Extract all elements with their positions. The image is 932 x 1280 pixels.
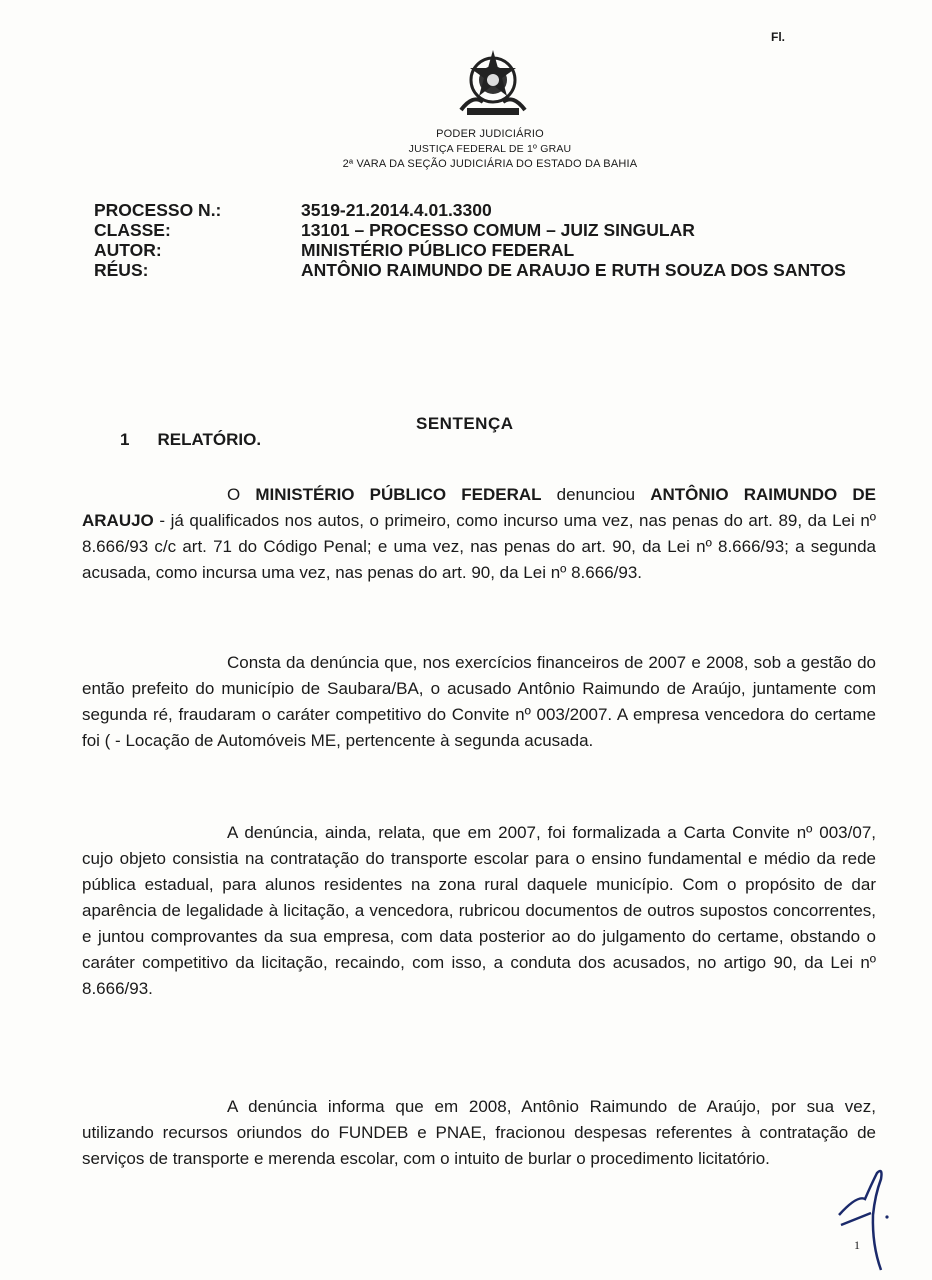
folio-mark: Fl. (771, 30, 785, 44)
handwritten-signature (835, 1165, 895, 1275)
coat-of-arms-seal (453, 42, 533, 122)
case-label: RÉUS: (94, 260, 149, 280)
case-value: MINISTÉRIO PÚBLICO FEDERAL (301, 240, 575, 260)
org-line: JUSTIÇA FEDERAL DE 1º GRAU (408, 143, 572, 155)
paragraph-text: A denúncia, ainda, relata, que em 2007, foi formalizada a Carta Convite nº 003/07, cujo objeto consistia na contratação do transporte escolar para o ensino fundamental e médio da rede pública estadual, para alunos residentes na zona rural daquele município. Com o propósito de dar aparência de legalidade à licitação, a vencedora, rubricou documentos de outros supostos concorrentes, e juntou comprovantes da sua empresa, com data posterior ao do julgamento do certame, obstando o caráter competitivo da licitação, recaindo, com isso, a conduta dos acusados, no artigo 90, da Lei nº 8.666/93. (82, 823, 876, 998)
paragraph-3 (82, 820, 876, 1002)
org-line: PODER JUDICIÁRIO (436, 128, 544, 140)
case-row (94, 260, 874, 280)
document-title: SENTENÇA (416, 414, 514, 433)
text-run: - já qualificados nos autos, o primeiro, como incurso uma vez, nas penas do art. 89, da Lei nº 8.666/93 c/c art. 71 do Código Penal; e uma vez, nas penas do art. 90, da Lei nº 8.666/93; a segunda acusada, como incursa uma vez, nas penas do art. 90, da Lei nº 8.666/93. (82, 511, 876, 582)
case-value: ANTÔNIO RAIMUNDO DE ARAUJO E RUTH SOUZA DOS SANTOS (301, 260, 846, 280)
text-run: denunciou (541, 485, 651, 504)
case-row (94, 220, 874, 240)
org-line: 2ª VARA DA SEÇÃO JUDICIÁRIA DO ESTADO DA BAHIA (342, 158, 638, 170)
court-header (300, 127, 680, 172)
case-info (94, 200, 874, 280)
section-heading (120, 430, 261, 450)
paragraph-text: A denúncia informa que em 2008, Antônio Raimundo de Araújo, por sua vez, utilizando recursos oriundos do FUNDEB e PNAE, fracionou despesas referentes à contratação de serviços de transporte e merenda escolar, com o intuito de burlar o procedimento licitatório. (82, 1097, 876, 1168)
paragraph-2 (82, 650, 876, 754)
case-row (94, 200, 874, 220)
case-value: 3519-21.2014.4.01.3300 (301, 200, 492, 220)
bold-run: MINISTÉRIO PÚBLICO FEDERAL (255, 485, 542, 504)
case-label: PROCESSO N.: (94, 200, 222, 220)
section-title: RELATÓRIO. (157, 430, 262, 449)
case-value: 13101 – PROCESSO COMUM – JUIZ SINGULAR (301, 220, 695, 240)
text-run: O (227, 485, 256, 504)
paragraph-text: Consta da denúncia que, nos exercícios financeiros de 2007 e 2008, sob a gestão do então prefeito do município de Saubara/BA, o acusado Antônio Raimundo de Araújo, juntamente com segunda ré, fraudaram o caráter competitivo do Convite nº 003/2007. A empresa vencedora do certame foi ( - Locação de Automóveis ME, pertencente à segunda acusada. (82, 653, 876, 750)
section-number: 1 (120, 430, 130, 449)
bold-run: ANTÔNIO RAIMUNDO DE ARAUJO (82, 485, 876, 530)
paragraph-1 (82, 482, 876, 586)
case-row (94, 240, 874, 260)
case-label: CLASSE: (94, 220, 171, 240)
paragraph-4 (82, 1094, 876, 1172)
page-number: 1 (854, 1238, 860, 1252)
case-label: AUTOR: (94, 240, 162, 260)
